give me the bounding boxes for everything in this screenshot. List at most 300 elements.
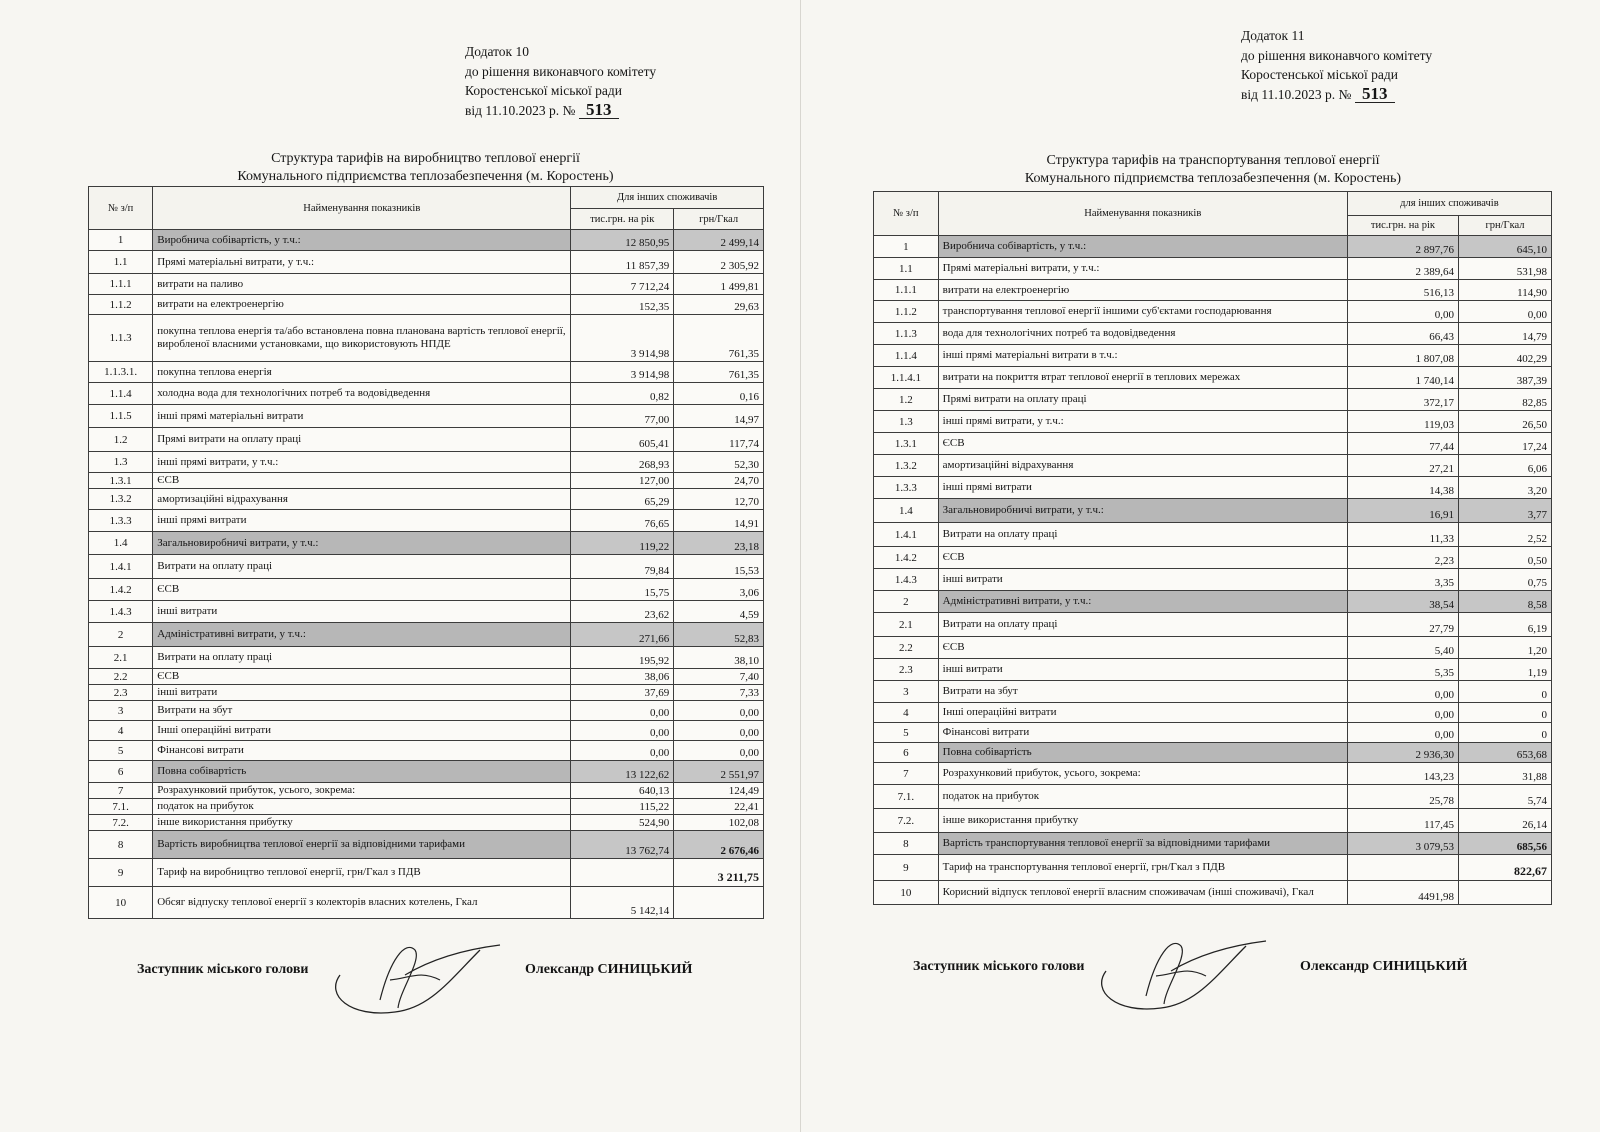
row-value-thousand-uah: 119,03 xyxy=(1347,411,1458,433)
header-col2: грн/Гкал xyxy=(674,209,764,230)
row-number: 10 xyxy=(89,887,153,919)
row-number: 1.1.3.1. xyxy=(89,362,153,383)
row-value-thousand-uah: 79,84 xyxy=(571,555,674,579)
title-line: Комунального підприємства теплозабезпечення (м. Коростень) xyxy=(237,169,614,184)
row-number: 7 xyxy=(89,783,153,799)
table-row xyxy=(89,555,764,579)
row-value-thousand-uah: 65,29 xyxy=(571,489,674,510)
row-indicator-name: вода для технологічних потреб та водовідведення xyxy=(938,323,1347,345)
row-indicator-name: Загальновиробничі витрати, у т.ч.: xyxy=(153,532,571,555)
table-row xyxy=(874,613,1552,637)
table-row xyxy=(89,815,764,831)
row-value-thousand-uah: 3,35 xyxy=(1347,569,1458,591)
row-value-thousand-uah: 27,21 xyxy=(1347,455,1458,477)
row-number: 8 xyxy=(89,831,153,859)
row-value-uah-per-gcal: 653,68 xyxy=(1459,743,1552,763)
row-value-uah-per-gcal: 387,39 xyxy=(1459,367,1552,389)
signatory-title: Заступник міського голови xyxy=(913,959,1085,974)
table-row xyxy=(89,510,764,532)
row-number: 1.3.2 xyxy=(89,489,153,510)
row-number: 3 xyxy=(874,681,939,703)
row-value-thousand-uah: 2 389,64 xyxy=(1347,258,1458,280)
row-value-uah-per-gcal: 52,83 xyxy=(674,623,764,647)
row-value-uah-per-gcal: 0,00 xyxy=(1459,301,1552,323)
row-indicator-name: Повна собівартість xyxy=(153,761,571,783)
row-value-thousand-uah: 11 857,39 xyxy=(571,251,674,274)
table-row xyxy=(874,809,1552,833)
row-number: 2.1 xyxy=(874,613,939,637)
row-value-thousand-uah: 23,62 xyxy=(571,601,674,623)
row-number: 1.4.3 xyxy=(89,601,153,623)
row-indicator-name: холодна вода для технологічних потреб та водовідведення xyxy=(153,383,571,405)
row-number: 2.3 xyxy=(89,685,153,701)
table-row xyxy=(89,761,764,783)
table-row xyxy=(874,280,1552,301)
row-value-thousand-uah: 4491,98 xyxy=(1347,881,1458,905)
row-value-thousand-uah: 3 914,98 xyxy=(571,362,674,383)
table-row xyxy=(89,669,764,685)
row-value-thousand-uah: 640,13 xyxy=(571,783,674,799)
row-indicator-name: інші прямі витрати xyxy=(938,477,1347,499)
table-row xyxy=(89,579,764,601)
row-value-uah-per-gcal: 0,16 xyxy=(674,383,764,405)
row-value-thousand-uah: 1 740,14 xyxy=(1347,367,1458,389)
row-value-uah-per-gcal: 685,56 xyxy=(1459,833,1552,855)
table-row xyxy=(874,855,1552,881)
tariff-table-production xyxy=(88,186,764,919)
row-value-uah-per-gcal: 0 xyxy=(1459,703,1552,723)
table-row xyxy=(874,881,1552,905)
row-number: 5 xyxy=(89,741,153,761)
row-number: 4 xyxy=(89,721,153,741)
row-indicator-name: амортизаційні відрахування xyxy=(153,489,571,510)
decision-number: 513 xyxy=(579,101,619,119)
row-value-uah-per-gcal: 645,10 xyxy=(1459,236,1552,258)
table-row xyxy=(89,685,764,701)
annex-line: Коростенської міської ради xyxy=(1241,67,1398,82)
row-value-uah-per-gcal: 822,67 xyxy=(1459,855,1552,881)
row-number: 2.1 xyxy=(89,647,153,669)
row-number: 1.4.1 xyxy=(874,523,939,547)
header-name: Найменування показників xyxy=(938,192,1347,236)
row-number: 1.3.1 xyxy=(89,473,153,489)
table-row xyxy=(89,452,764,473)
row-number: 8 xyxy=(874,833,939,855)
table-row xyxy=(89,532,764,555)
row-indicator-name: покупна теплова енергія xyxy=(153,362,571,383)
row-value-thousand-uah: 143,23 xyxy=(1347,763,1458,785)
row-number: 10 xyxy=(874,881,939,905)
row-number: 9 xyxy=(874,855,939,881)
row-number: 1.3.2 xyxy=(874,455,939,477)
row-number: 1.1.3 xyxy=(89,315,153,362)
row-value-thousand-uah: 77,44 xyxy=(1347,433,1458,455)
row-value-uah-per-gcal: 2 305,92 xyxy=(674,251,764,274)
header-num: № з/п xyxy=(874,192,939,236)
signatory-title: Заступник міського голови xyxy=(137,962,309,977)
table-row xyxy=(874,637,1552,659)
table-row xyxy=(874,547,1552,569)
row-indicator-name: Прямі матеріальні витрати, у т.ч.: xyxy=(153,251,571,274)
row-number: 5 xyxy=(874,723,939,743)
table-row xyxy=(874,743,1552,763)
table-row xyxy=(874,833,1552,855)
row-value-uah-per-gcal: 531,98 xyxy=(1459,258,1552,280)
row-value-uah-per-gcal: 29,63 xyxy=(674,295,764,315)
table-row xyxy=(89,783,764,799)
row-value-thousand-uah: 37,69 xyxy=(571,685,674,701)
row-indicator-name: Витрати на збут xyxy=(938,681,1347,703)
table-row xyxy=(874,411,1552,433)
row-indicator-name: інші прямі витрати, у т.ч.: xyxy=(153,452,571,473)
table-row xyxy=(874,681,1552,703)
row-number: 6 xyxy=(874,743,939,763)
row-indicator-name: Адміністративні витрати, у т.ч.: xyxy=(153,623,571,647)
row-number: 1.1.2 xyxy=(874,301,939,323)
row-value-thousand-uah: 13 122,62 xyxy=(571,761,674,783)
row-indicator-name: Витрати на збут xyxy=(153,701,571,721)
row-value-thousand-uah: 13 762,74 xyxy=(571,831,674,859)
table-row xyxy=(89,315,764,362)
row-number: 1.1.4 xyxy=(89,383,153,405)
row-value-uah-per-gcal: 4,59 xyxy=(674,601,764,623)
row-indicator-name: Обсяг відпуску теплової енергії з колекторів власних котелень, Гкал xyxy=(153,887,571,919)
decision-number: 513 xyxy=(1355,85,1395,103)
row-number: 1.2 xyxy=(89,428,153,452)
row-number: 7.2. xyxy=(874,809,939,833)
table-row xyxy=(874,785,1552,809)
row-indicator-name: Виробнича собівартість, у т.ч.: xyxy=(938,236,1347,258)
row-value-thousand-uah: 5 142,14 xyxy=(571,887,674,919)
row-value-thousand-uah: 7 712,24 xyxy=(571,274,674,295)
row-indicator-name: ЄСВ xyxy=(153,473,571,489)
table-row xyxy=(874,323,1552,345)
row-indicator-name: Вартість транспортування теплової енергії за відповідними тарифами xyxy=(938,833,1347,855)
row-value-thousand-uah: 0,00 xyxy=(1347,681,1458,703)
annex-header xyxy=(1241,26,1432,104)
row-value-uah-per-gcal: 26,14 xyxy=(1459,809,1552,833)
row-value-uah-per-gcal: 2 676,46 xyxy=(674,831,764,859)
table-row xyxy=(874,345,1552,367)
table-row xyxy=(89,623,764,647)
row-indicator-name: витрати на електроенергію xyxy=(153,295,571,315)
row-indicator-name: Витрати на оплату праці xyxy=(938,523,1347,547)
row-indicator-name: Прямі витрати на оплату праці xyxy=(153,428,571,452)
row-number: 1.1 xyxy=(874,258,939,280)
row-number: 7 xyxy=(874,763,939,785)
row-value-thousand-uah: 5,35 xyxy=(1347,659,1458,681)
row-value-uah-per-gcal: 1,19 xyxy=(1459,659,1552,681)
row-number: 2 xyxy=(89,623,153,647)
annex-line: Коростенської міської ради xyxy=(465,83,622,98)
row-number: 7.1. xyxy=(89,799,153,815)
row-value-thousand-uah: 2 897,76 xyxy=(1347,236,1458,258)
row-indicator-name: Тариф на виробництво теплової енергії, грн/Гкал з ПДВ xyxy=(153,859,571,887)
row-indicator-name: інші прямі витрати xyxy=(153,510,571,532)
table-row xyxy=(874,389,1552,411)
annex-header xyxy=(465,42,656,120)
annex-date: від 11.10.2023 р. № xyxy=(465,102,576,118)
row-value-thousand-uah: 11,33 xyxy=(1347,523,1458,547)
row-number: 1.3.3 xyxy=(874,477,939,499)
table-row xyxy=(89,489,764,510)
row-value-uah-per-gcal: 5,74 xyxy=(1459,785,1552,809)
row-value-uah-per-gcal: 0,75 xyxy=(1459,569,1552,591)
row-number: 1.4 xyxy=(89,532,153,555)
annex-line: Додаток 11 xyxy=(1241,28,1305,43)
row-value-thousand-uah: 516,13 xyxy=(1347,280,1458,301)
row-number: 1.4.1 xyxy=(89,555,153,579)
handwritten-signature xyxy=(1086,916,1276,1016)
row-indicator-name: Фінансові витрати xyxy=(938,723,1347,743)
row-value-thousand-uah: 76,65 xyxy=(571,510,674,532)
row-value-uah-per-gcal: 82,85 xyxy=(1459,389,1552,411)
row-value-thousand-uah: 152,35 xyxy=(571,295,674,315)
table-row xyxy=(874,763,1552,785)
row-number: 1.4 xyxy=(874,499,939,523)
row-value-thousand-uah: 524,90 xyxy=(571,815,674,831)
row-value-uah-per-gcal: 3,20 xyxy=(1459,477,1552,499)
row-value-uah-per-gcal: 402,29 xyxy=(1459,345,1552,367)
row-indicator-name: ЄСВ xyxy=(938,637,1347,659)
row-value-uah-per-gcal: 102,08 xyxy=(674,815,764,831)
table-row xyxy=(874,523,1552,547)
table-row xyxy=(89,721,764,741)
title-line: Комунального підприємства теплозабезпечення (м. Коростень) xyxy=(1024,171,1402,186)
annex-line: Додаток 10 xyxy=(465,44,529,59)
row-value-uah-per-gcal: 17,24 xyxy=(1459,433,1552,455)
row-value-uah-per-gcal: 6,19 xyxy=(1459,613,1552,637)
table-row xyxy=(874,703,1552,723)
row-number: 1.3 xyxy=(874,411,939,433)
row-value-thousand-uah: 3 079,53 xyxy=(1347,833,1458,855)
table-row xyxy=(89,647,764,669)
row-indicator-name: покупна теплова енергія та/або встановлена повна планована вартість теплової енергії, виробленої власними установками, що використовують НПДЕ xyxy=(153,315,571,362)
row-number: 1.1.1 xyxy=(89,274,153,295)
row-value-uah-per-gcal: 0,00 xyxy=(674,741,764,761)
row-value-uah-per-gcal: 6,06 xyxy=(1459,455,1552,477)
row-value-thousand-uah: 195,92 xyxy=(571,647,674,669)
table-row xyxy=(89,383,764,405)
row-value-uah-per-gcal: 23,18 xyxy=(674,532,764,555)
row-value-thousand-uah: 5,40 xyxy=(1347,637,1458,659)
row-value-uah-per-gcal: 12,70 xyxy=(674,489,764,510)
table-row xyxy=(874,659,1552,681)
row-number: 1 xyxy=(874,236,939,258)
header-num: № з/п xyxy=(89,187,153,230)
row-value-thousand-uah: 2 936,30 xyxy=(1347,743,1458,763)
row-value-uah-per-gcal: 2 551,97 xyxy=(674,761,764,783)
tariff-table-transport xyxy=(873,191,1552,905)
row-number: 1.1.1 xyxy=(874,280,939,301)
header-col2: грн/Гкал xyxy=(1459,216,1552,236)
row-indicator-name: Корисний відпуск теплової енергії власним споживачам (інші споживачі), Гкал xyxy=(938,881,1347,905)
signatory-name: Олександр СИНИЦЬКИЙ xyxy=(1300,959,1468,974)
row-value-thousand-uah: 14,38 xyxy=(1347,477,1458,499)
row-value-uah-per-gcal: 15,53 xyxy=(674,555,764,579)
handwritten-signature xyxy=(320,920,510,1020)
row-number: 1.4.2 xyxy=(874,547,939,569)
table-row xyxy=(874,367,1552,389)
table-row xyxy=(89,274,764,295)
table-row xyxy=(89,701,764,721)
table-row xyxy=(89,859,764,887)
row-value-thousand-uah xyxy=(571,859,674,887)
table-row xyxy=(89,295,764,315)
row-value-thousand-uah: 0,00 xyxy=(571,721,674,741)
row-indicator-name: інші витрати xyxy=(153,601,571,623)
row-value-thousand-uah: 2,23 xyxy=(1347,547,1458,569)
row-indicator-name: амортизаційні відрахування xyxy=(938,455,1347,477)
header-group: для інших споживачів xyxy=(1347,192,1551,216)
row-indicator-name: транспортування теплової енергії іншими суб'єктами господарювання xyxy=(938,301,1347,323)
row-value-thousand-uah: 16,91 xyxy=(1347,499,1458,523)
row-value-uah-per-gcal: 38,10 xyxy=(674,647,764,669)
row-indicator-name: ЄСВ xyxy=(938,433,1347,455)
table-row xyxy=(874,301,1552,323)
row-indicator-name: інше використання прибутку xyxy=(938,809,1347,833)
row-number: 1.1.2 xyxy=(89,295,153,315)
row-value-thousand-uah: 0,00 xyxy=(571,741,674,761)
row-number: 1.2 xyxy=(874,389,939,411)
table-row xyxy=(89,799,764,815)
row-indicator-name: витрати на покриття втрат теплової енергії в теплових мережах xyxy=(938,367,1347,389)
annex-line xyxy=(465,101,656,121)
row-value-uah-per-gcal: 24,70 xyxy=(674,473,764,489)
table-row xyxy=(874,477,1552,499)
row-number: 1.3.3 xyxy=(89,510,153,532)
row-value-thousand-uah: 38,06 xyxy=(571,669,674,685)
row-value-thousand-uah: 15,75 xyxy=(571,579,674,601)
table-row xyxy=(874,433,1552,455)
row-value-uah-per-gcal: 14,79 xyxy=(1459,323,1552,345)
row-value-thousand-uah: 0,82 xyxy=(571,383,674,405)
row-value-thousand-uah: 0,00 xyxy=(571,701,674,721)
row-indicator-name: Фінансові витрати xyxy=(153,741,571,761)
table-row xyxy=(89,405,764,428)
header-group: Для інших споживачів xyxy=(571,187,764,209)
table-row xyxy=(874,723,1552,743)
row-number: 4 xyxy=(874,703,939,723)
table-row xyxy=(89,251,764,274)
row-indicator-name: Прямі матеріальні витрати, у т.ч.: xyxy=(938,258,1347,280)
row-value-thousand-uah: 27,79 xyxy=(1347,613,1458,637)
row-number: 2.3 xyxy=(874,659,939,681)
row-value-thousand-uah: 38,54 xyxy=(1347,591,1458,613)
annex-date: від 11.10.2023 р. № xyxy=(1241,86,1352,102)
row-value-uah-per-gcal: 1 499,81 xyxy=(674,274,764,295)
row-value-uah-per-gcal: 14,91 xyxy=(674,510,764,532)
row-value-thousand-uah: 77,00 xyxy=(571,405,674,428)
row-indicator-name: інші прямі витрати, у т.ч.: xyxy=(938,411,1347,433)
row-number: 2.2 xyxy=(89,669,153,685)
row-number: 2.2 xyxy=(874,637,939,659)
row-value-thousand-uah: 605,41 xyxy=(571,428,674,452)
row-value-uah-per-gcal: 52,30 xyxy=(674,452,764,473)
row-indicator-name: Повна собівартість xyxy=(938,743,1347,763)
row-value-thousand-uah: 127,00 xyxy=(571,473,674,489)
row-indicator-name: Виробнича собівартість, у т.ч.: xyxy=(153,230,571,251)
row-indicator-name: ЄСВ xyxy=(153,579,571,601)
row-value-uah-per-gcal xyxy=(1459,881,1552,905)
row-value-thousand-uah: 3 914,98 xyxy=(571,315,674,362)
row-value-uah-per-gcal: 1,20 xyxy=(1459,637,1552,659)
table-row xyxy=(89,230,764,251)
table-row xyxy=(89,741,764,761)
row-value-thousand-uah: 1 807,08 xyxy=(1347,345,1458,367)
row-indicator-name: Інші операційні витрати xyxy=(938,703,1347,723)
row-number: 1.1.3 xyxy=(874,323,939,345)
row-value-uah-per-gcal: 761,35 xyxy=(674,315,764,362)
row-number: 1.4.3 xyxy=(874,569,939,591)
row-value-uah-per-gcal: 0,50 xyxy=(1459,547,1552,569)
row-number: 7.2. xyxy=(89,815,153,831)
row-value-uah-per-gcal: 8,58 xyxy=(1459,591,1552,613)
signatory-name: Олександр СИНИЦЬКИЙ xyxy=(525,962,693,977)
row-number: 9 xyxy=(89,859,153,887)
annex-line: до рішення виконавчого комітету xyxy=(465,63,657,79)
row-value-uah-per-gcal: 3 211,75 xyxy=(674,859,764,887)
row-number: 1.1.4.1 xyxy=(874,367,939,389)
title-line: Структура тарифів на транспортування теплової енергії xyxy=(1046,153,1380,168)
row-value-uah-per-gcal: 3,77 xyxy=(1459,499,1552,523)
row-indicator-name: Розрахунковий прибуток, усього, зокрема: xyxy=(153,783,571,799)
table-row xyxy=(874,236,1552,258)
row-value-thousand-uah: 115,22 xyxy=(571,799,674,815)
row-value-uah-per-gcal: 114,90 xyxy=(1459,280,1552,301)
header-name: Найменування показників xyxy=(153,187,571,230)
row-value-thousand-uah: 25,78 xyxy=(1347,785,1458,809)
row-number: 1.1 xyxy=(89,251,153,274)
row-indicator-name: витрати на електроенергію xyxy=(938,280,1347,301)
row-indicator-name: інші витрати xyxy=(153,685,571,701)
annex-line: до рішення виконавчого комітету xyxy=(1241,47,1433,63)
table-row xyxy=(89,601,764,623)
row-value-uah-per-gcal: 22,41 xyxy=(674,799,764,815)
document-title xyxy=(873,152,1553,188)
row-indicator-name: Вартість виробництва теплової енергії за відповідними тарифами xyxy=(153,831,571,859)
row-value-thousand-uah xyxy=(1347,855,1458,881)
row-indicator-name: податок на прибуток xyxy=(153,799,571,815)
row-indicator-name: Прямі витрати на оплату праці xyxy=(938,389,1347,411)
row-indicator-name: інше використання прибутку xyxy=(153,815,571,831)
row-number: 1.1.4 xyxy=(874,345,939,367)
annex-line xyxy=(1241,85,1432,105)
row-value-uah-per-gcal: 2 499,14 xyxy=(674,230,764,251)
row-value-uah-per-gcal: 31,88 xyxy=(1459,763,1552,785)
header-col1: тис.грн. на рік xyxy=(1347,216,1458,236)
table-row xyxy=(874,455,1552,477)
row-indicator-name: інші прямі матеріальні витрати xyxy=(153,405,571,428)
row-indicator-name: витрати на паливо xyxy=(153,274,571,295)
row-value-uah-per-gcal xyxy=(674,887,764,919)
row-value-uah-per-gcal: 117,74 xyxy=(674,428,764,452)
title-line: Структура тарифів на виробництво теплової енергії xyxy=(271,151,580,166)
table-row xyxy=(874,591,1552,613)
row-number: 7.1. xyxy=(874,785,939,809)
row-number: 1.3.1 xyxy=(874,433,939,455)
row-indicator-name: Витрати на оплату праці xyxy=(938,613,1347,637)
page-annex-11 xyxy=(800,0,1600,1132)
row-number: 3 xyxy=(89,701,153,721)
row-value-thousand-uah: 66,43 xyxy=(1347,323,1458,345)
table-row xyxy=(89,831,764,859)
table-row xyxy=(89,362,764,383)
row-indicator-name: Тариф на транспортування теплової енергії, грн/Гкал з ПДВ xyxy=(938,855,1347,881)
row-value-uah-per-gcal: 124,49 xyxy=(674,783,764,799)
row-indicator-name: Інші операційні витрати xyxy=(153,721,571,741)
row-value-uah-per-gcal: 14,97 xyxy=(674,405,764,428)
